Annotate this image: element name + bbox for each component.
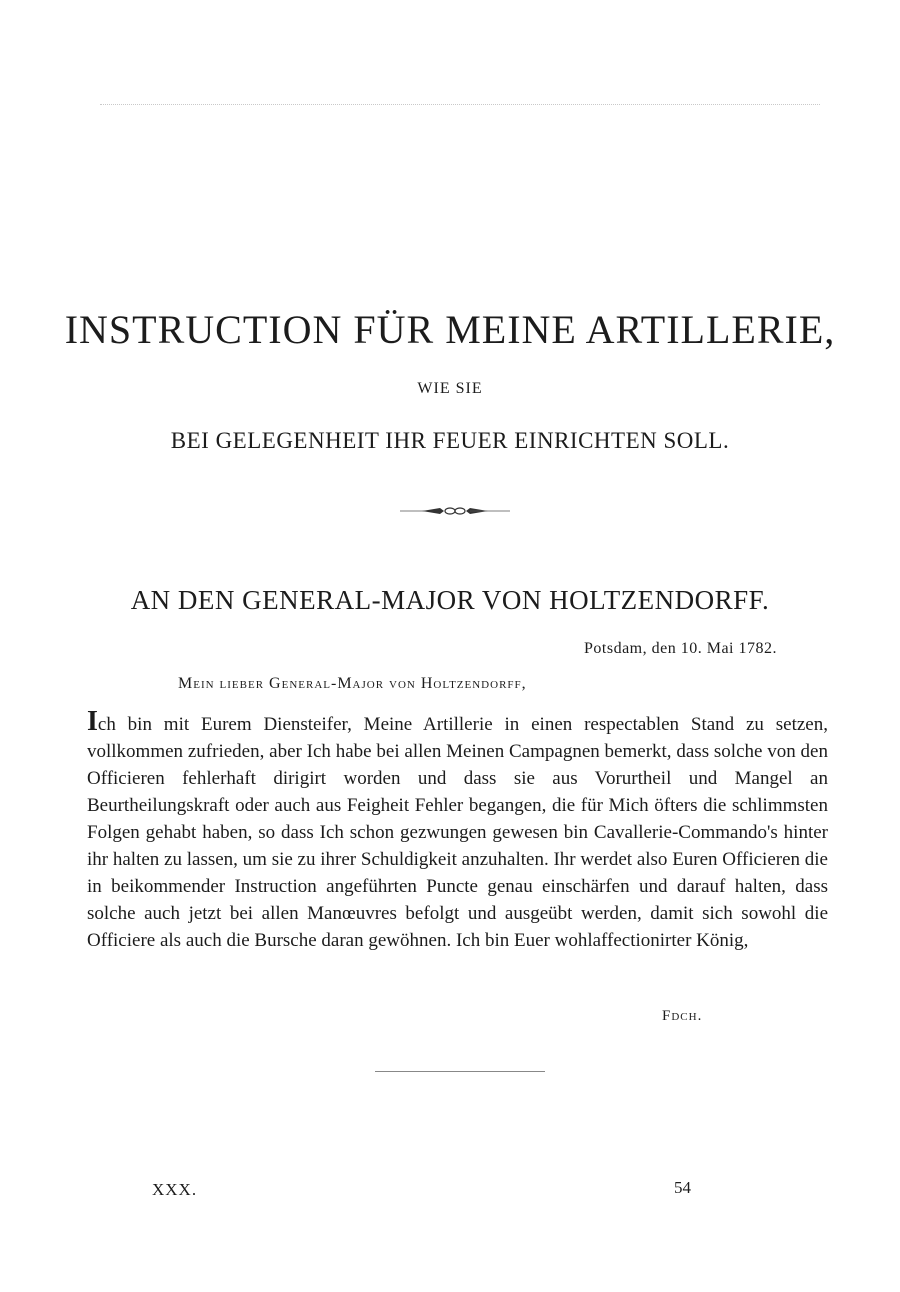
section-number: XXX. xyxy=(152,1180,198,1199)
salutation: Mein lieber General-Major von Holtzendorff, xyxy=(178,675,527,692)
letter-body: Ich bin mit Eurem Diensteifer, Meine Artillerie in einen respectablen Stand zu setzen, vollkommen zufrieden, aber Ich habe bei allen Meinen Campagnen bemerkt, dass solche von den Officieren fehlerhaft dirigirt worden und dass sie aus Vorurtheil und Mangel an Beurtheilungskraft oder auch aus Feigheit Fehler begangen, die für Mich öfters die schlimmsten Folgen gehabt haben, so dass Ich schon gezwungen gewesen bin Cavallerie-Commando's hinter ihr halten zu lassen, um sie zu ihrer Schuldigkeit anzuhalten. Ihr werdet also Euren Officieren die in beikommender Instruction angeführten Puncte genau einschärfen und darauf halten, dass solche auch jetzt bei allen Manœuvres befolgt und ausgeübt werden, damit sich sowohl die Officiere als auch die Bursche daran gewöhnen. Ich bin Euer wohlaffectionirter König, xyxy=(87,706,828,951)
ornament-divider-icon xyxy=(400,505,510,517)
bottom-divider xyxy=(375,1071,545,1072)
document-title: INSTRUCTION FÜR MEINE ARTILLERIE, xyxy=(64,307,836,352)
dateline: Potsdam, den 10. Mai 1782. xyxy=(584,640,777,657)
page-number: 54 xyxy=(674,1178,691,1197)
signature: Fdch. xyxy=(662,1008,703,1024)
address-title: AN DEN GENERAL-MAJOR VON HOLTZENDORFF. xyxy=(130,585,770,615)
subtitle-line-2: BEI GELEGENHEIT IHR FEUER EINRICHTEN SOLL. xyxy=(170,428,730,453)
top-divider xyxy=(100,104,820,105)
subtitle-line-1: WIE SIE xyxy=(417,380,483,397)
